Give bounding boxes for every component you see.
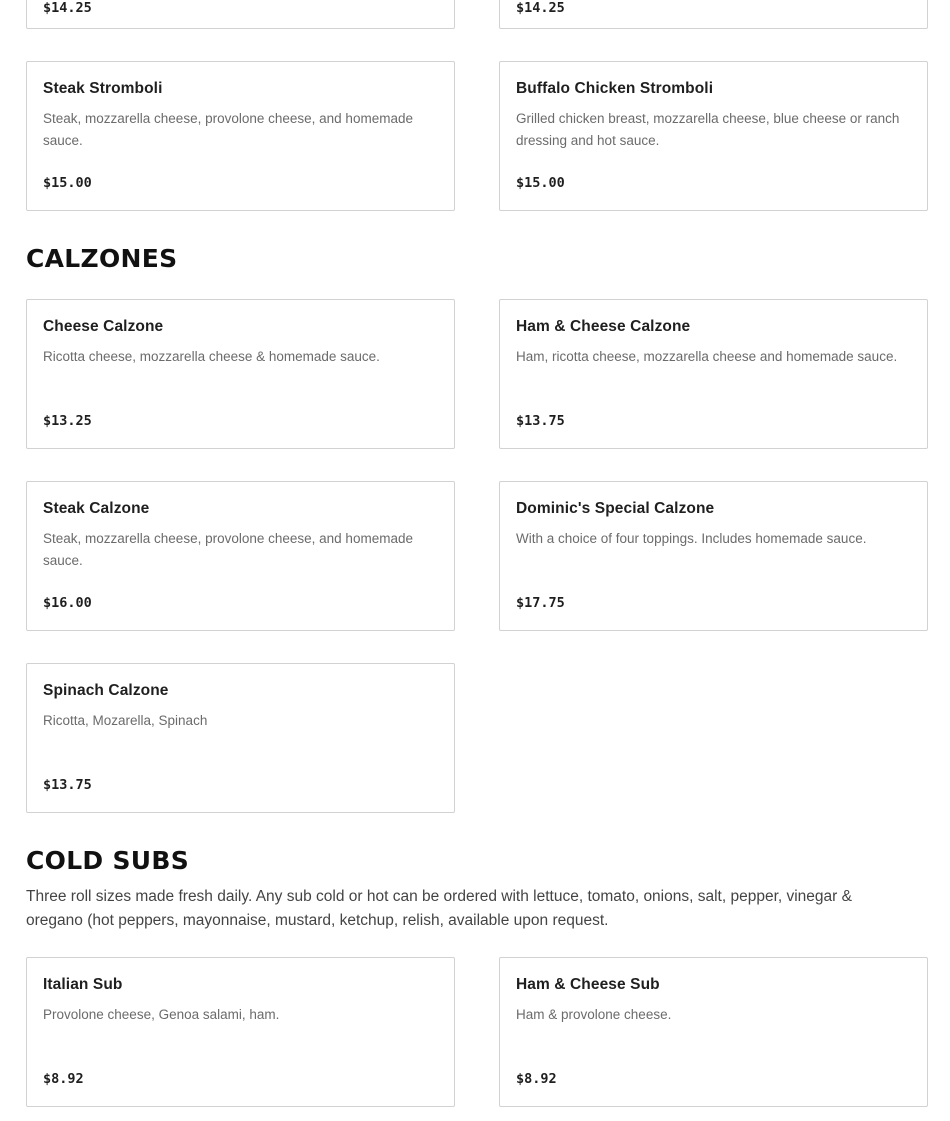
- menu-item-card[interactable]: [26, 481, 455, 631]
- item-description: Ham & provolone cheese.: [516, 1007, 672, 1022]
- item-description: Ham, ricotta cheese, mozzarella cheese and homemade sauce.: [516, 349, 898, 364]
- item-description: Grilled chicken breast, mozzarella cheese, blue cheese or ranch dressing and hot sauce.: [516, 111, 900, 148]
- item-price: $14.25: [43, 0, 92, 16]
- item-description: Steak, mozzarella cheese, provolone cheese, and homemade sauce.: [43, 111, 413, 148]
- menu-item-card[interactable]: [26, 61, 455, 211]
- menu-item-card[interactable]: [499, 481, 928, 631]
- item-name: Buffalo Chicken Stromboli: [516, 80, 714, 97]
- menu-item-card[interactable]: [26, 663, 455, 813]
- menu-item-card[interactable]: [499, 61, 928, 211]
- item-name: Steak Stromboli: [43, 80, 163, 97]
- item-name: Steak Calzone: [43, 500, 150, 517]
- item-price: $16.00: [43, 595, 92, 611]
- menu-item-card[interactable]: [499, 0, 928, 29]
- menu-item-card[interactable]: [26, 0, 455, 29]
- item-name: Spinach Calzone: [43, 682, 169, 699]
- menu-item-card[interactable]: [26, 299, 455, 449]
- item-name: Ham & Cheese Calzone: [516, 318, 691, 335]
- section-description: Three roll sizes made fresh daily. Any sub cold or hot can be ordered with lettuce, tomato, onions, salt, pepper, vinegar & oregano (hot peppers, mayonnaise, mustard, ketchup, relish, available upon request.: [26, 888, 852, 929]
- item-price: $17.75: [516, 595, 565, 611]
- item-name: Cheese Calzone: [43, 318, 164, 335]
- section-title-cold-subs: COLD SUBS: [26, 846, 190, 875]
- item-price: $13.75: [43, 777, 92, 793]
- item-price: $8.92: [43, 1071, 84, 1087]
- menu-item-card[interactable]: [26, 957, 455, 1107]
- item-description: Steak, mozzarella cheese, provolone cheese, and homemade sauce.: [43, 531, 413, 568]
- menu-item-card[interactable]: [499, 957, 928, 1107]
- item-name: Italian Sub: [43, 976, 123, 993]
- item-name: Ham & Cheese Sub: [516, 976, 660, 993]
- item-name: Dominic's Special Calzone: [516, 500, 715, 517]
- item-description: Provolone cheese, Genoa salami, ham.: [43, 1007, 280, 1022]
- item-price: $15.00: [516, 175, 565, 191]
- item-price: $14.25: [516, 0, 565, 16]
- item-price: $13.75: [516, 413, 565, 429]
- item-price: $15.00: [43, 175, 92, 191]
- item-price: $13.25: [43, 413, 92, 429]
- item-description: Ricotta, Mozarella, Spinach: [43, 713, 208, 728]
- menu-item-card[interactable]: [499, 299, 928, 449]
- item-description: With a choice of four toppings. Includes homemade sauce.: [516, 531, 867, 546]
- item-price: $8.92: [516, 1071, 557, 1087]
- section-title-calzones: CALZONES: [26, 244, 178, 273]
- item-description: Ricotta cheese, mozzarella cheese & homemade sauce.: [43, 349, 380, 364]
